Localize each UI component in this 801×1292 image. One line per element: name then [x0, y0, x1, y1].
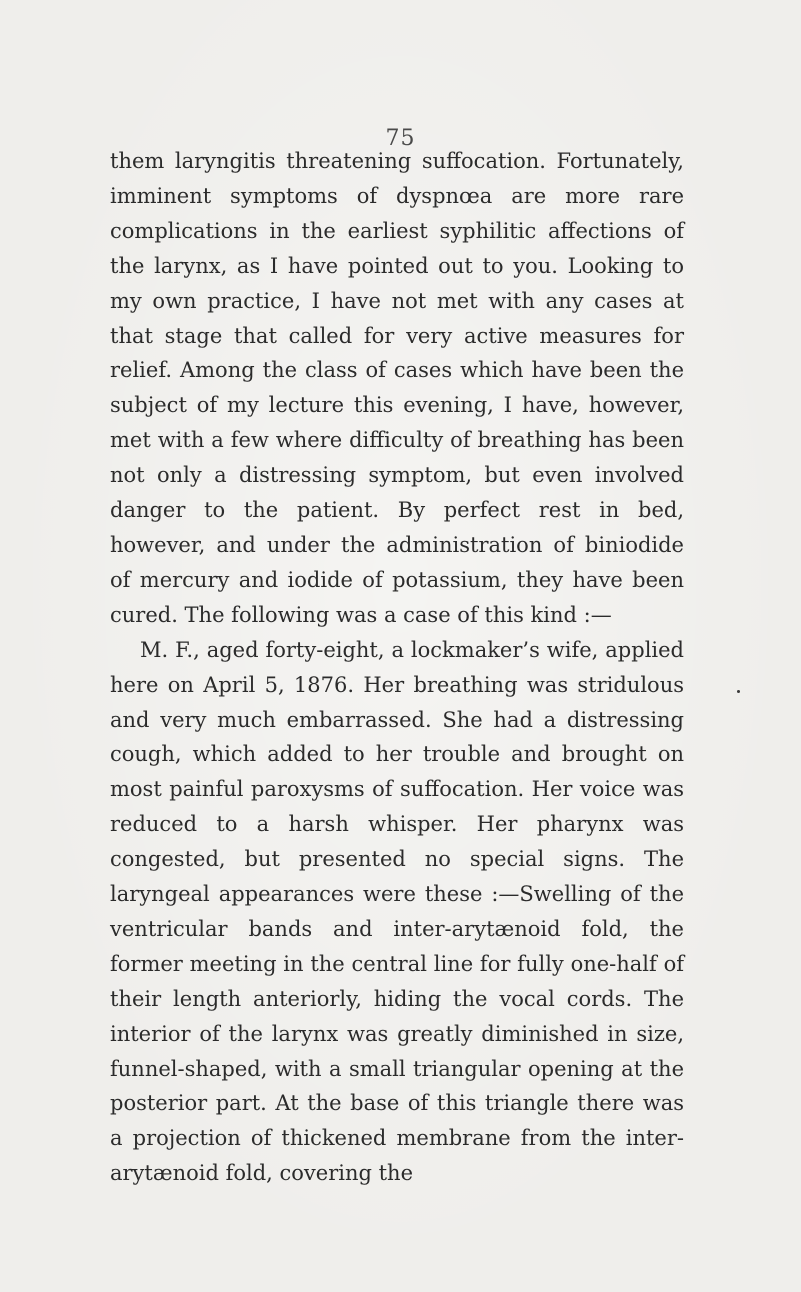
paragraph-case-report: M. F., aged forty-eight, a lockmaker’s wife, applied here on April 5, 1876. Her breathing was stridulous and very much embarrassed. She had a distressing cough, which added to her trouble and brought on most painful paroxysms of suffocation. Her voice was reduced to a harsh whisper. Her pharynx was congested, but presented no special signs. The laryngeal appearances were these :—Swelling of the ventricular bands and inter-arytænoid fold, the former meeting in the central line for fully one-half of their length anteriorly, hiding the vocal cords. The interior of the larynx was greatly diminished in size, funnel-shaped, with a small triangular opening at the posterior part. At the base of this triangle there was a projection of thickened membrane from the inter-arytænoid fold, covering the	[110, 637, 684, 1186]
paragraph-continued: them laryngitis threatening suffocation. Fortunately, imminent symptoms of dyspnœa are more rare complications in the earliest syphilitic affections of the larynx, as I have pointed out to you. Looking to my own practice, I have not met with any cases at that stage that called for very active measures for relief. Among the class of cases which have been the subject of my lecture this evening, I have, however, met with a few where difficulty of breathing has been not only a distressing symptom, but even involved danger to the patient. By perfect rest in bed, however, and under the administration of biniodide of mercury and iodide of potassium, they have been cured. The following was a case of this kind :—	[110, 149, 684, 627]
body-text	[110, 144, 684, 1191]
ink-speck	[737, 690, 740, 693]
page-number: 75	[385, 126, 416, 151]
